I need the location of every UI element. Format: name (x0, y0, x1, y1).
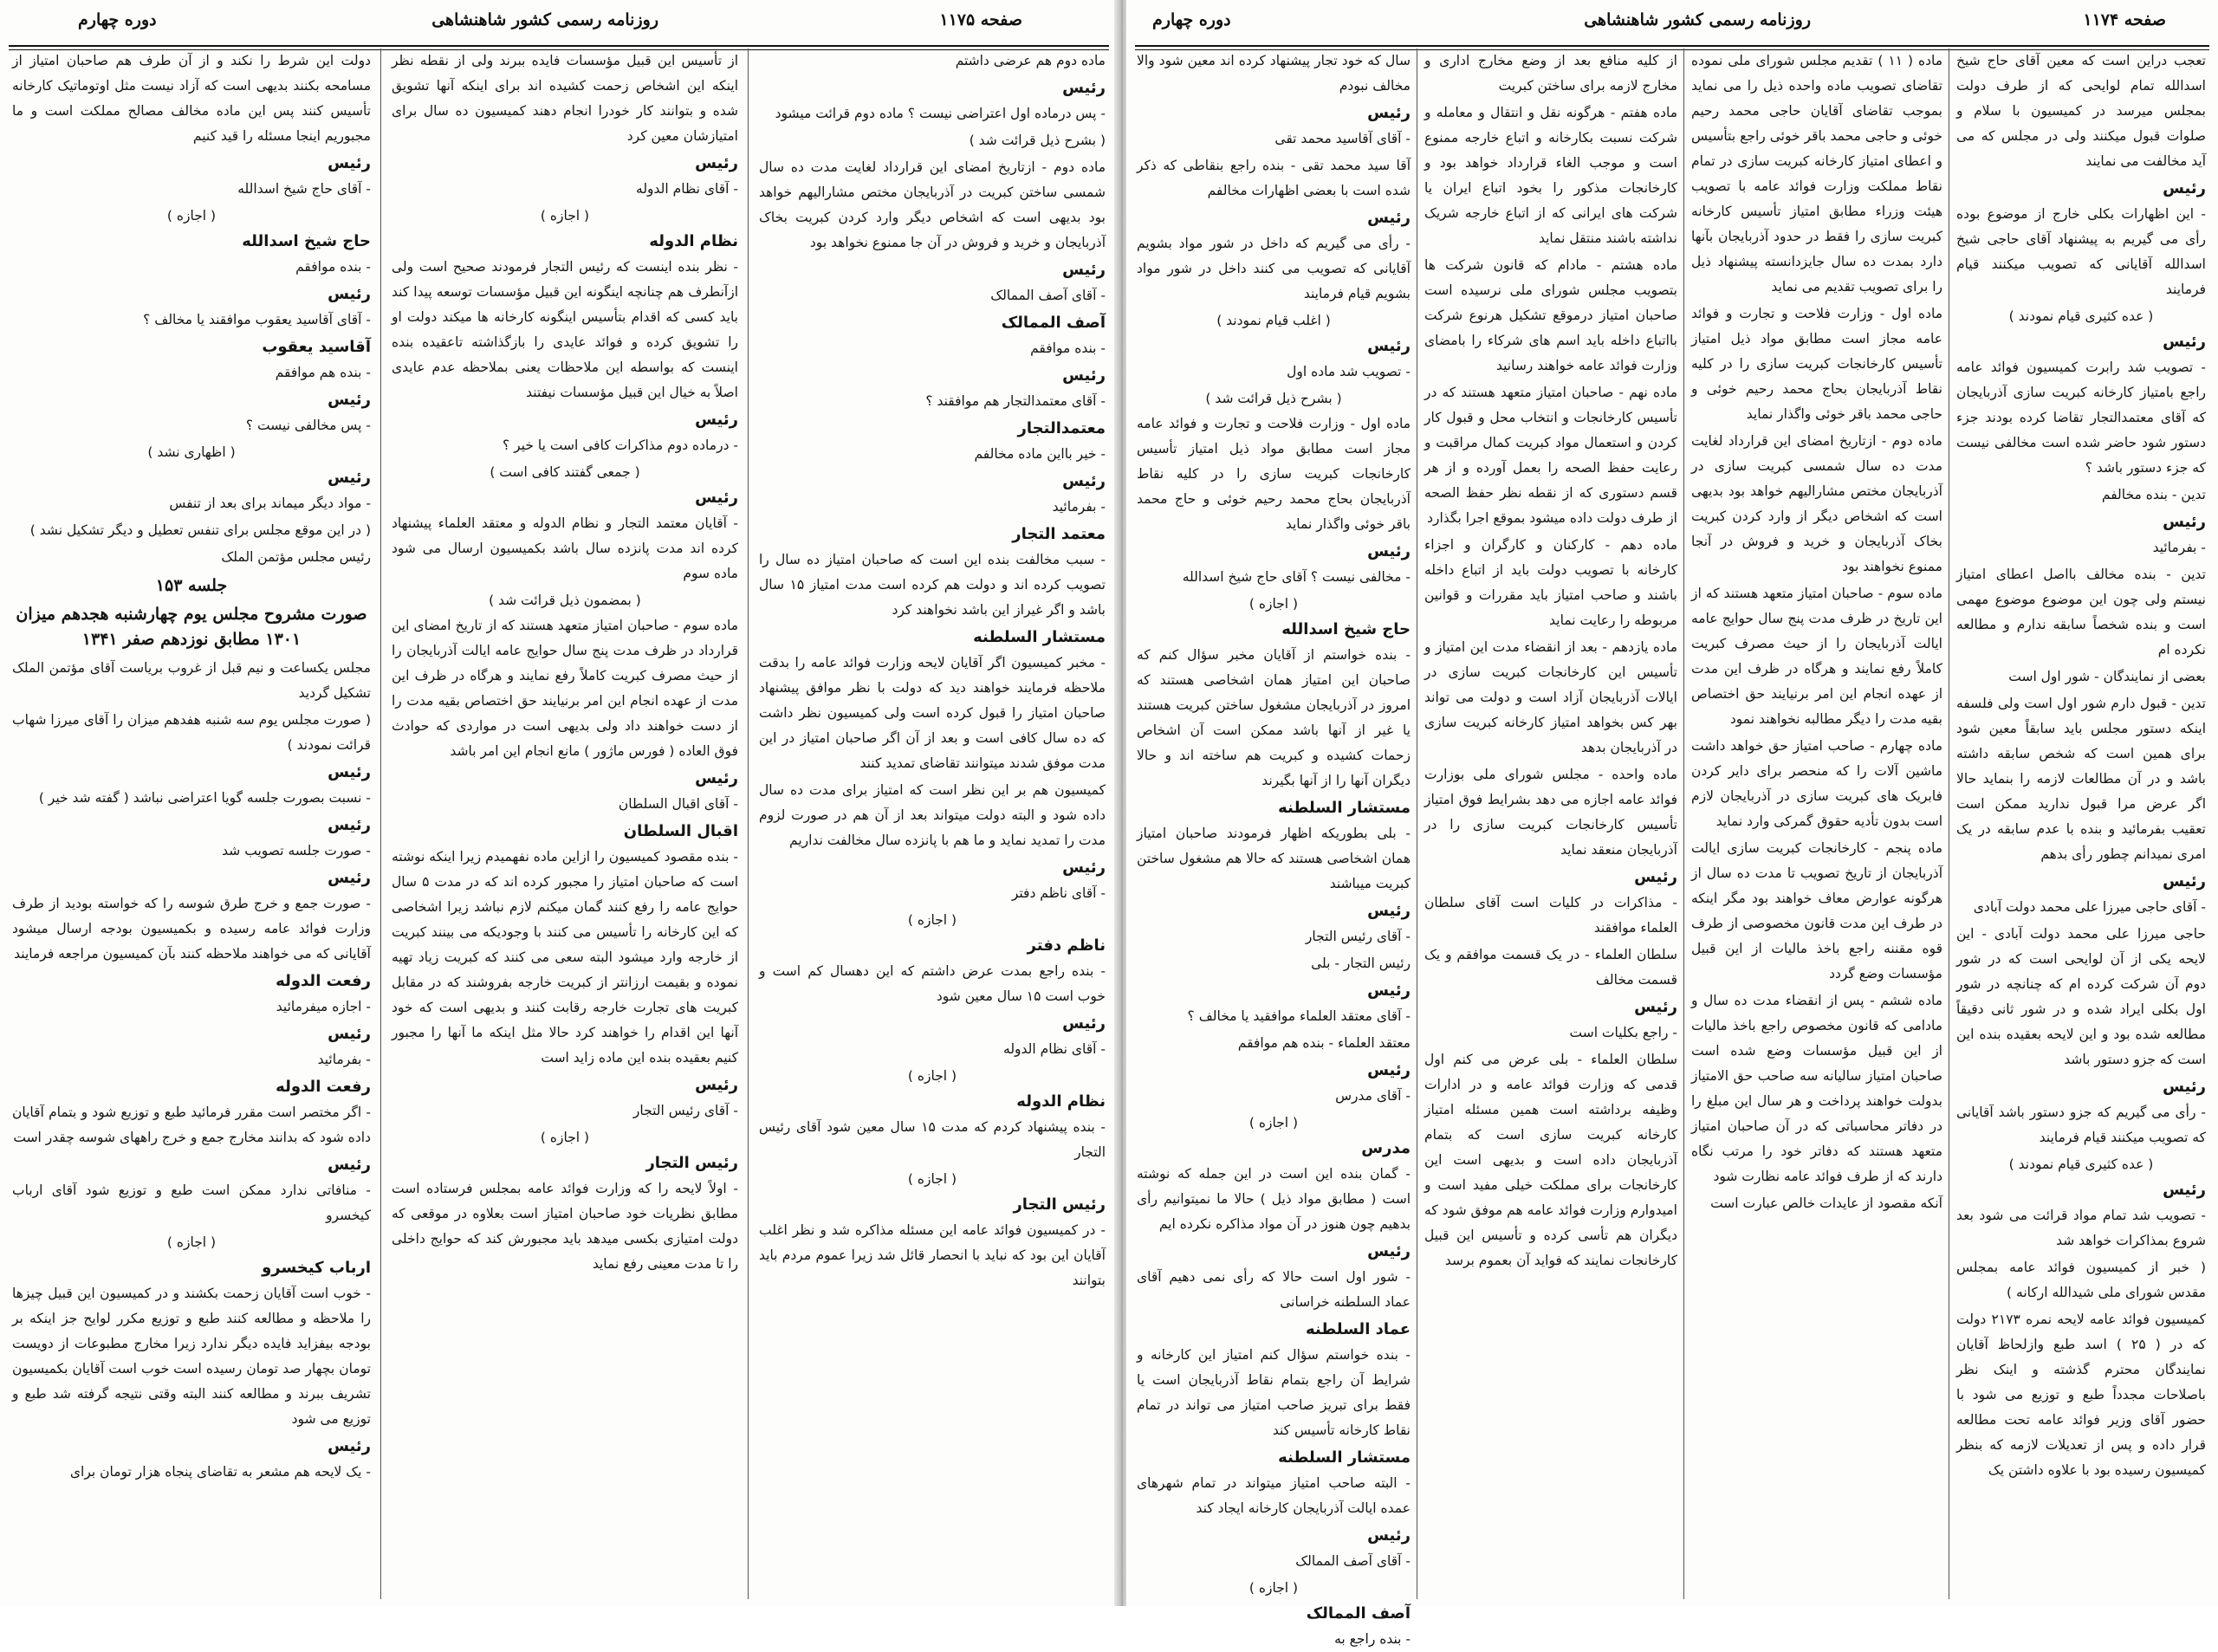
procedural-note: ( اجازه ) (907, 912, 957, 928)
masthead-title: روزنامه رسمی کشور شاهنشاهی (431, 10, 658, 29)
speaker-name: رئیس (2163, 872, 2206, 891)
paragraph: - در کمیسیون فوائد عامه این مسئله مذاکره شد و نظر اغلب آقایان این بود که نباید با انحصار قائل شد زیرا عموم مردم باید بتوانند (759, 1222, 1106, 1288)
paragraph: کمیسیون هم بر این نظر است که امتیاز برای مدت ده سال داده شود و البته دولت میتواند بعد از آن هم در صورت لزوم مدت را تمدید نماید و ما هم با پانزده سال مخالفت نداریم (759, 782, 1106, 848)
paragraph: حاجی میرزا علی محمد دولت آبادی - این لایحه یکی از آن لوایحی است که در شور دوم آن شرکت کرده ام که چنانچه در شور اول بکلی ایراد شده و در شور ثانی دقیقاً مطالعه شده بود و این لایحه بعقیده بنده این است که جزو دستور باشد (1956, 926, 2206, 1067)
paragraph: - بفرمائید (1052, 499, 1106, 515)
paragraph: رئیس مجلس مؤتمن الملک (221, 549, 371, 565)
speaker-name: رئیس (1062, 366, 1106, 385)
period-label: دوره چهارم (78, 10, 157, 29)
paragraph: - بنده خواستم از آقایان مخبر سؤال کنم که صاحبان این امتیاز همان اشخاصی هستند که امروز در آذربایجان مشغول ساختن کبریت هستند یا غیر از آنها باشد ممکن است آن اشخاص زحمات کشیده و کبریت هم ساخته اند و حالا دیگران آنها را از آنها بگیرند (1137, 647, 1411, 788)
speaker-name: رئیس (695, 411, 738, 429)
speaker-name: رئیس (1062, 472, 1106, 490)
left-page-header (0, 7, 1118, 42)
paragraph: - سبب مخالفت بنده این است که صاحبان امتیاز ده سال را تصویب کرده اند و دولت هم کرده است مدت امتیاز ۱۵ سال باشد و اگر غیراز این باشد نخواهند کرد (759, 552, 1106, 618)
masthead-title: روزنامه رسمی کشور شاهنشاهی (1584, 10, 1811, 29)
paragraph: - اولاً لایحه را که وزارت فوائد عامه بمجلس فرستاده است مطابق نظریات خود صاحبان امتیاز است بعلاوه در موقعی که دولت امتیازی بکسی میدهد باید مجبورش کند که حوایج داخلی را تا مدت معینی رفع نماید (392, 1181, 738, 1272)
speaker-name: رئیس (695, 489, 738, 507)
paragraph: - تصویب شد رابرت کمیسیون فوائد عامه راجع بامتیاز کارخانه کبریت سازی آذربایجان که آقای معتمدالتجار تقاضا کرده بودند جزء دستور شود حاضر شده است مخالفی نیست که جزء دستور باشد ؟ (1956, 360, 2206, 476)
speaker-name: ناظم دفتر (1027, 936, 1106, 955)
paragraph: - البته صاحب امتیاز میتواند در تمام شهرهای عمده ایالت آذربایجان کارخانه ایجاد کند (1137, 1475, 1411, 1516)
paragraph: - آقای نظام الدوله (1003, 1041, 1106, 1057)
speaker-name: رئیس (328, 816, 371, 834)
paragraph: - صورت جمع و خرج طرق شوسه را که خواسته بودید از طرف وزارت فوائد عامه رسیده و بکمیسیون بودجه ارسال میشود آقایانی که می خواهند ملاحظه کنند بآن کمیسیون مراجعه فرمایند (12, 896, 371, 962)
paragraph: ماده هشتم - مادام که قانون شرکت ها بتصویب مجلس شورای ملی نرسیده است صاحبان امتیاز درموقع تشکیل هرنوع شرکت بااتباع داخله باید اسم های شرکاء را بامضای وزارت فوائد عامه خواهند رسانید (1424, 257, 1677, 373)
text-column (1956, 49, 2206, 1599)
paragraph: - گمان بنده این است در این جمله که نوشته است ( مطابق مواد ذیل ) حالا ما نمیتوانیم رأی بدهیم چون هنوز در آن مواد مذاکره نکرده ایم (1137, 1166, 1411, 1232)
paragraph: - پس مخالفی نیست ؟ (245, 418, 371, 433)
speaker-name: رئیس (328, 1025, 371, 1043)
paragraph: - این اظهارات بکلی خارج از موضوع بوده رأی می گیریم به پیشنهاد آقای حاجی شیخ اسدالله آقایانی که تصویب میکنند قیام فرمایند (1956, 206, 2206, 297)
procedural-note: ( اجازه ) (1248, 1580, 1299, 1596)
paragraph: - اجازه میفرمائید (276, 999, 371, 1014)
speaker-name: اقبال السلطان (623, 822, 738, 840)
speaker-name: رئیس (1634, 998, 1677, 1016)
paragraph: - خیر بااین ماده مخالفم (974, 446, 1106, 462)
paragraph: - تصویب شد تمام مواد قرائت می شود بعد شروع بمذاکرات خواهد شد (1956, 1208, 2206, 1248)
speaker-name: نظام الدوله (1016, 1092, 1106, 1111)
speaker-name: رئیس (328, 1156, 371, 1174)
paragraph: - آقای حاجی میرزا علی محمد دولت آبادی (1973, 899, 2206, 915)
period-label: دوره چهارم (1152, 10, 1231, 29)
procedural-note: ( عده کثیری قیام نمودند ) (2008, 1156, 2154, 1172)
procedural-note: ( اجازه ) (540, 208, 590, 224)
speaker-name: مستشار السلطنه (1278, 799, 1411, 817)
procedural-note: ( اغلب قیام نمودند ) (1216, 313, 1331, 328)
paragraph: ماده سوم - صاحبان امتیاز متعهد هستند که از این تاریخ در ظرف مدت پنج سال حوایج عامه ایالت آذربایجان را از حیث مصرف کبریت کاملاً رفع نمایند و هرگاه در ظرف این مدت از عهده انجام این امر برنیایند حق اختصاص بقیه مدت را دیگر مطالبه نخواهند نمود (1691, 586, 1942, 727)
speaker-name: رئیس التجار (645, 1154, 738, 1172)
right-page-columns (1126, 49, 2218, 1647)
speaker-name: معتمدالتجار (1017, 419, 1106, 437)
paragraph: - آقای مدرس (1335, 1088, 1411, 1104)
paragraph: ( بشرح ذیل قرائت شد ) (969, 133, 1106, 148)
speaker-name: رئیس (2163, 1181, 2206, 1199)
left-page (0, 0, 1118, 1606)
paragraph: ماده دوم - ازتاریخ امضای این قرارداد لغایت مدت ده سال شمسی ساختن کبریت در آذربایجان مختص مشارالیهم خواهد بود بدیهی است که اشخاص دیگر وارد کردن کبریت بخاک آذربایجان و خرید و فروش در آن جا ممنوع نخواهد بود (759, 159, 1106, 250)
speaker-name: رئیس (1367, 902, 1411, 920)
paragraph: - خوب است آقایان زحمت بکشند و در کمیسیون این قبیل چیزها را ملاحظه و مطالعه کنند طبع و توزیع مکرر لوایح جز اینکه بر بودجه بیفزاید فایده دیگر ندارد زیرا مخارج مطبوعات از دویست تومان بچهار صد تومان رسیده است خوب است آقایان بکمیسیون تشریف ببرند و مطالعه کنند البته وقتی نتیجه گرفته شد طبع و توزیع می شود (12, 1286, 371, 1427)
speaker-name: رئیس (328, 763, 371, 781)
paragraph: ( خبر از کمیسیون فوائد عامه بمجلس مقدس شورای ملی شیدالله ارکانه ) (1956, 1260, 2206, 1300)
procedural-note: ( بمضمون ذیل قرائت شد ) (489, 593, 641, 608)
paragraph: آقا سید محمد تقی - بنده راجع بنقاطی که ذکر شده است با بعضی اظهارات مخالفم (1137, 158, 1411, 198)
paragraph: - آقای آقاسید محمد تقی (1274, 131, 1411, 146)
procedural-note: ( جمعی گفتند کافی است ) (490, 464, 640, 480)
speaker-name: رئیس (1367, 1526, 1411, 1545)
paragraph: تدین - بنده مخالفم (2101, 487, 2206, 502)
paragraph: ماده دوم هم عرضی داشتم (955, 53, 1106, 68)
procedural-note: ( اظهاری نشد ) (147, 444, 236, 460)
paragraph: رئیس التجار - بلی (1311, 956, 1411, 971)
paragraph: ماده دوم - ازتاریخ امضای این قرارداد لغایت مدت ده سال شمسی کبریت سازی در آذربایجان مختص مشارالیهم خواهد بود بدیهی است که اشخاص دیگر از وارد کردن کبریت بخاک آذربایجان و خرید و فروش در آنجا ممنوع نخواهند بود (1691, 433, 1942, 574)
speaker-name: مستشار السلطنه (1278, 1448, 1411, 1467)
speaker-name: آقاسید یعقوب (262, 338, 371, 356)
paragraph: - آقای آقاسید یعقوب موافقند یا مخالف ؟ (143, 312, 371, 327)
paragraph: - آقای ناظم دفتر (1011, 885, 1106, 901)
speaker-name: رئیس (2163, 513, 2206, 531)
paragraph: ( صورت مجلس یوم سه شنبه هفدهم میزان را آقای میرزا شهاب قرائت نمودند ) (12, 712, 371, 753)
paragraph: - بنده مقصود کمیسیون را ازاین ماده نفهمیدم زیرا اینکه نوشته است که صاحبان امتیاز را مجبور کرده اند که در مدت ۵ سال حوایج عامه را رفع کنند گمان میکنم لازم نباشد زیرا اشخاصی که این کارخانه را تأسیس می کنند با وجودیکه می بینند کبریت از خارجه وارد میشود البته سعی می کنند که کبریت زیاد تهیه نموده و بقیمت ارزانتر از کبریت خارجه بفروشند که در مقابل کبریت های تجارت خارجه رقابت کنند و بدیهی است که خود آنها این اقدام را خواهند کرد حالا مثل اینکه ما آنها را مجبور کنیم بعقیده بنده این ماده زاید است (392, 849, 739, 1066)
procedural-note: ( بشرح ذیل قرائت شد ) (1205, 391, 1342, 406)
speaker-name: رئیس التجار (1013, 1195, 1106, 1214)
paragraph: - تصویب شد ماده اول (1287, 364, 1411, 379)
session-heading: جلسه ۱۵۳ (155, 576, 228, 595)
speaker-name: معتمد التجار (1012, 525, 1106, 543)
paragraph: سلطان العلماء - بلی عرض می کنم اول قدمی که وزارت فوائد عامه و در ادارات وظیفه برداشته است همین مسئله امتیاز کارخانه کبریت سازی است که بتمام آذربایجان داده است و بدیهی است این کارخانجات برای مملکت خیلی مفید است و امیدوارم وزارت فوائد عامه هم موفق شود که دیگران هم تأسی کرده و تأسیس این قبیل کارخانجات نمایند که فواید آن بعموم برسد (1424, 1052, 1677, 1268)
session-heading: صورت مشروح مجلس یوم چهارشنبه هجدهم میزان ۱۳۰۱ مطابق نوزدهم صفر ۱۳۴۱ (16, 605, 367, 649)
speaker-name: رئیس (1367, 1061, 1411, 1079)
procedural-note: ( اجازه ) (907, 1068, 957, 1084)
paragraph: - آقای معتقد العلماء موافقید یا مخالف ؟ (1187, 1008, 1411, 1024)
page-number: صفحه ۱۱۷۴ (2083, 10, 2166, 29)
speaker-name: حاج شیخ اسدالله (1281, 620, 1411, 638)
text-column (12, 49, 371, 1599)
speaker-name: رئیس (695, 1076, 738, 1094)
speaker-name: رئیس (1367, 981, 1411, 1000)
right-page (1126, 0, 2218, 1647)
speaker-name: ارباب کیخسرو (262, 1259, 371, 1277)
paragraph: بعضی از نمایندگان - شور اول است (2008, 669, 2206, 684)
paragraph: - بنده پیشنهاد کردم که مدت ۱۵ سال معین شود آقای رئیس التجار (759, 1119, 1106, 1160)
speaker-name: آصف الممالک (1306, 1604, 1411, 1623)
speaker-name: رئیس (1062, 79, 1106, 97)
paragraph: - مخالفی نیست ؟ آقای حاج شیخ اسدالله (1182, 569, 1411, 585)
paragraph: - نظر بنده اینست که رئیس التجار فرمودند صحیح است ولی ازآنطرف هم چنانچه اینگونه این قبیل مؤسسات توسعه پیدا کند باید کسی که اقدام بتأسیس اینگونه کارخانه ها میکند دولت او را تشویق کرده و فوائد عایدی را بازگذاشته تاعقیده بنده اینست که بواسطه این ملاحظات یعنی بملاحظه عدم عایدی اصلاً به خیال این قبیل مؤسسات نیفتند (392, 259, 738, 400)
speaker-name: رئیس (1367, 542, 1411, 560)
paragraph: سال که خود تجار پیشنهاد کرده اند معین شود والا مخالف نبودم (1137, 53, 1411, 94)
speaker-name: رئیس (1062, 1014, 1106, 1033)
paragraph: - نسبت بصورت جلسه گویا اعتراضی نباشد ( گفته شد خیر ) (38, 790, 371, 806)
procedural-note: ( اجازه ) (1248, 1115, 1299, 1130)
paragraph: ( در این موقع مجلس برای تنفس تعطیل و دیگر تشکیل نشد ) (29, 522, 371, 538)
speaker-name: آصف الممالک (1001, 314, 1106, 332)
paragraph: - شور اول است حالا که رأی نمی دهیم آقای عماد السلطنه خراسانی (1137, 1269, 1411, 1310)
paragraph: معتقد العلماء - بنده هم موافقم (1237, 1035, 1411, 1051)
speaker-name: رئیس (2163, 333, 2206, 351)
paragraph: ماده پنجم - کارخانجات کبریت سازی ایالت آذربایجان از تاریخ تصویب تا مدت ده سال از هرگونه عوارض معاف خواهند بود مگر اینکه در طرف این مدت قانون مخصوصی از طرف قوه مقننه راجع باخذ مالیات از این قبیل مؤسسات وضع گردد (1691, 840, 1942, 981)
paragraph: مجلس یکساعت و نیم قبل از غروب بریاست آقای مؤتمن الملک تشکیل گردید (12, 660, 371, 701)
column-divider (380, 49, 381, 1599)
column-divider (748, 49, 749, 1599)
paragraph: ماده یازدهم - بعد از انقضاء مدت این امتیاز و تأسیس این کارخانجات کبریت سازی در ایالات آذربایجان آزاد است و دولت می تواند بهر کس بخواهد امتیاز کارخانه کبریت سازی در آذربایجان بدهد (1424, 639, 1677, 755)
speaker-name: حاج شیخ اسدالله (242, 232, 371, 250)
paragraph: ماده اول - وزارت فلاحت و تجارت و فوائد عامه مجاز است مطابق مواد ذیل امتیاز تأسیس کارخانجات کبریت سازی را در کلیه نقاط آذربایجان بحاج محمد رحیم خوئی و حاج محمد باقر خوئی واگذار نماید (1137, 416, 1411, 532)
speaker-name: رئیس (328, 285, 371, 303)
paragraph: - آقای معتمدالتجار هم موافقند ؟ (925, 393, 1106, 409)
paragraph: - منافاتی ندارد ممکن است طبع و توزیع شود آقای ارباب کیخسرو (12, 1182, 371, 1223)
paragraph: - بفرمائید (317, 1052, 371, 1067)
speaker-name: مدرس (1361, 1139, 1411, 1157)
text-column (1691, 49, 1942, 1599)
paragraph: - مواد دیگر میماند برای بعد از تنفس (169, 496, 371, 511)
paragraph: ماده سوم - صاحبان امتیاز متعهد هستند که از تاریخ امضای این قرارداد در ظرف مدت پنج سال حوایج عامه ایالت آذربایجان را از حیث مصرف کبریت کاملاً رفع نمایند و هرگاه در ظرف این مدت از عهده انجام این امر برنیایند حق اختصاص بقیه مدت را از دست خواهند داد ولی بدیهی است در مواردی که حوادث فوق العاده ( فورس ماژور ) مانع انجام این امر باشد (392, 618, 738, 759)
paragraph: ماده ( ۱۱ ) تقدیم مجلس شورای ملی نموده تقاضای تصویب ماده واحده ذیل را می نماید بموجب تقاضای آقایان حاجی محمد رحیم خوئی و حاجی محمد باقر خوئی راجع بتأسیس و اعطای امتیاز کارخانه کبریت سازی در تمام نقاط مملکت وزارت فوائد عامه با تصویب هیئت وزراء مطابق امتیاز تأسیس کارخانه کبریت سازی را فقط در حدود آذربایجان بآنها دارد بمدت ده سال جایزدانسته پیشنهاد ذیل را برای تصویب تقدیم می نماید (1691, 53, 1943, 295)
speaker-name: عماد السلطنه (1305, 1320, 1411, 1338)
paragraph: - بنده راجع به (1334, 1631, 1411, 1647)
text-column (1424, 49, 1677, 1599)
paragraph: - مذاکرات در کلیات است آقای سلطان العلماء موافقند (1424, 895, 1677, 936)
speaker-name: رئیس (328, 1437, 371, 1455)
procedural-note: ( اجازه ) (540, 1130, 590, 1145)
paragraph: - راجع بکلیات است (1569, 1025, 1677, 1040)
speaker-name: رئیس (1062, 261, 1106, 279)
paragraph: ماده دهم - کارکنان و کارگران و اجزاء کارخانه با تصویب دولت باید از اتباع داخله باشند و صاحب امتیاز باید مقررات و قوانین مربوطه را رعایت نماید (1424, 537, 1677, 628)
paragraph: کمیسیون فوائد عامه لایحه نمره ۲۱۷۳ دولت که در ( ۲۵ ) اسد طبع وازلحاظ آقایان نمایندگان محترم گذشته و اینک نظر باصلاحات مجدداً طبع و توزیع می شود با حضور آقای وزیر فوائد عامه تحت مطالعه قرار داده و پس از تعدیلات لازمه که بنظر کمیسیون رسیده بود با علاوه داشتن یک (1956, 1312, 2207, 1478)
right-page-header (1126, 7, 2218, 42)
paragraph: ماده نهم - صاحبان امتیاز متعهد هستند که در تأسیس کارخانجات و انتخاب محل و قبول کار کردن و استعمال مواد کبریت کمال مراقبت و رعایت حفظ الصحه را بعمل آورده و از هر قسم دستوری که از نقطه نظر حفظ الصحه از طرف دولت داده میشود بموقع اجرا بگذارد (1424, 385, 1677, 526)
paragraph: تعجب دراین است که معین آقای حاج شیخ اسدالله تمام لوایحی که از طرف دولت بمجلس میرسد در کمیسیون با سلام و صلوات قبول میکنند ولی در مجلس که می آید مخالفت می نمایند (1956, 53, 2206, 169)
speaker-name: رئیس (1367, 209, 1411, 227)
text-column (1137, 49, 1411, 1647)
paragraph: - اگر مختصر است مقرر فرمائید طبع و توزیع شود و بتمام آقایان داده شود که بدانند مخارج جمع و خرج راههای شوسه چقدر است (12, 1105, 371, 1145)
speaker-name: رئیس (328, 154, 371, 172)
speaker-name: رئیس (328, 469, 371, 487)
speaker-name: رئیس (695, 154, 738, 172)
speaker-name: رئیس (1367, 1242, 1411, 1260)
speaker-name: رئیس (2163, 1078, 2206, 1096)
speaker-name: رئیس (1062, 858, 1106, 877)
procedural-note: ( اجازه ) (166, 1234, 217, 1250)
paragraph: - صورت جلسه تصویب شد (222, 843, 371, 858)
paragraph: - بفرمائید (2152, 540, 2206, 555)
paragraph: ماده هفتم - هرگونه نقل و انتقال و معامله و شرکت نسبت بکارخانه و اتباع خارجه ممنوع است و موجب الغاء قرارداد خواهد بود و کارخانجات مذکور را بخود اتباع ایران یا شرکت های ایرانی که از اتباع خارجه شریک نداشته باشند منتقل نماید (1424, 105, 1677, 246)
paragraph: تدین - قبول دارم شور اول است ولی فلسفه اینکه دستور مجلس باید سابقاً معین شود برای همین است که شخص سابقه داشته باشد و در آن مطالعات لازمه را بنماید حالا اگر عرض مرا قبول ندارید ممکن است تعقیب بفرمائید و بنده با عدم سابقه در یک امری نمیدانم چطور رأی بدهم (1956, 696, 2206, 862)
paragraph: - آقای آصف الممالک (1295, 1553, 1411, 1569)
speaker-name: رئیس (695, 769, 738, 787)
speaker-name: نظام الدوله (649, 232, 738, 250)
procedural-note: ( اجازه ) (166, 208, 217, 224)
paragraph: - مخبر کمیسیون اگر آقایان لایحه وزارت فوائد عامه را بدقت ملاحظه فرمایند خواهند دید که دولت با نظر موافق پیشنهاد صاحبان امتیاز را قبول کرده است ولی کمیسیون نظر داشت که ده سال کافی است و بعد از آن اگر صاحبان امتیاز در این مدت موفق شدند میتوانند تقاضای تمدید کنند (759, 655, 1106, 771)
paragraph: - بنده خواستم سؤال کنم امتیاز این کارخانه و شرایط آن راجع بتمام نقاط آذربایجان است یا فقط برای تبریز صاحب امتیاز می تواند در تمام نقاط کارخانه تأسیس کند (1137, 1347, 1411, 1438)
paragraph: - درماده دوم مذاکرات کافی است یا خیر ؟ (502, 437, 738, 453)
paragraph: - آقای حاج شیخ اسدالله (237, 181, 371, 197)
paragraph: - بلی بطوریکه اظهار فرمودند صاحبان امتیاز همان اشخاصی هستند که حالا هم مشغول ساختن کبریت میباشند (1137, 826, 1411, 891)
paragraph: ماده چهارم - صاحب امتیاز حق خواهد داشت ماشین آلات را که منحصر برای دایر کردن فابریک های کبریت سازی در آذربایجان لازم است بدون تأدیه حقوق گمرکی وارد نماید (1691, 738, 1942, 829)
paragraph: - آقای اقبال السلطان (618, 796, 738, 812)
paragraph: تدین - بنده مخالف بااصل اعطای امتیاز نیستم ولی چون این موضوع موضوع مهمی است و بنده شخصاً سابقه ندارم و مطالعه نکرده ام (1956, 567, 2206, 658)
paragraph: - آقای آصف الممالک (990, 288, 1106, 303)
speaker-name: رئیس (1367, 104, 1411, 122)
column-divider (1683, 49, 1684, 1599)
paragraph: ماده اول - وزارت فلاحت و تجارت و فوائد عامه مجاز است مطابق مواد ذیل امتیاز تأسیس کارخانجات کبریت سازی را در کلیه نقاط آذربایجان بحاج محمد رحیم خوئی و حاجی محمد باقر خوئی واگذار نماید (1691, 306, 1942, 422)
paragraph: - پس درماده اول اعتراضی نیست ؟ ماده دوم قرائت میشود (775, 106, 1106, 121)
speaker-name: رفعت الدوله (276, 972, 371, 990)
paragraph: - آقای رئیس التجار (632, 1103, 738, 1118)
procedural-note: ( اجازه ) (907, 1171, 957, 1187)
speaker-name: رئیس (1634, 868, 1677, 886)
paragraph: از کلیه منافع بعد از وضع مخارج اداری و مخارج لازمه برای ساختن کبریت (1424, 53, 1677, 94)
paragraph: - بنده موافقم (295, 259, 371, 275)
page-number: صفحه ۱۱۷۵ (939, 10, 1022, 29)
speaker-name: رئیس (328, 391, 371, 409)
paragraph: - آقای رئیس التجار (1305, 929, 1411, 944)
speaker-name: رئیس (328, 869, 371, 887)
paragraph: - یک لایحه هم مشعر به تقاضای پنجاه هزار تومان برای (69, 1464, 371, 1480)
paragraph: دولت این شرط را نکند و از آن طرف هم صاحبان امتیاز از مسامحه بکنند بدیهی است که آزاد نیست مثل اوتوماتیک کارخانه تأسیس کنند پس این ماده مخالف مصالح مملکت است و ما مجبوریم اینجا مسئله را قید کنیم (12, 53, 371, 144)
paragraph: آنکه مقصود از عایدات خالص عبارت است (1710, 1195, 1942, 1211)
text-column (392, 49, 738, 1599)
paragraph: - بنده هم موافقم (275, 365, 371, 380)
left-page-columns (0, 49, 1118, 1599)
paragraph: سلطان العلماء - در یک قسمت موافقم و یک قسمت مخالف (1424, 947, 1677, 988)
paragraph: - رأی می گیریم که جزو دستور باشد آقایانی که تصویب میکنند قیام فرمایند (1956, 1105, 2206, 1145)
paragraph: - آقای نظام الدوله (636, 181, 738, 197)
paragraph: ماده واحده - مجلس شورای ملی بوزارت فوائد عامه اجازه می دهد بشرایط فوق امتیاز تأسیس کارخانجات کبریت سازی را در آذربایجان منعقد نماید (1424, 767, 1677, 858)
speaker-name: رئیس (1367, 337, 1411, 355)
paragraph: - بنده راجع بمدت عرض داشتم که این دهسال کم است و خوب است ۱۵ سال معین شود (759, 963, 1106, 1004)
procedural-note: ( عده کثیری قیام نمودند ) (2008, 308, 2154, 324)
procedural-note: ( اجازه ) (1248, 596, 1299, 612)
paragraph: - بنده موافقم (1030, 340, 1106, 356)
speaker-name: مستشار السلطنه (973, 628, 1106, 646)
text-column (759, 49, 1106, 1599)
speaker-name: رئیس (2163, 179, 2206, 198)
paragraph: - آقایان معتمد التجار و نظام الدوله و معتقد العلماء پیشنهاد کرده اند مدت پانزده سال باشد بکمیسیون ارسال می شود ماده سوم (392, 515, 738, 581)
speaker-name: رفعت الدوله (276, 1078, 371, 1096)
paragraph: از تأسیس این قبیل مؤسسات فایده ببرند ولی از نقطه نظر اینکه این اشخاص زحمت کشیده اند برای اینکه آنها تشویق شده و بتوانند کار خودرا انجام دهند کمیسیون ده سال برای امتیازشان معین کرد (392, 53, 738, 144)
paragraph: - رأی می گیریم که داخل در شور مواد بشویم آقایانی که تصویب می کنند داخل در شور مواد بشویم قیام فرمایند (1137, 236, 1411, 301)
paragraph: ماده ششم - پس از انقضاء مدت ده سال و مادامی که قانون مخصوص راجع باخذ مالیات از این قبیل مؤسسات وضع شده است صاحبان امتیاز سالیانه سه صاحب حق الامتیاز بدولت خواهند پرداخت و هر سال این مبلغ را در دفاتر محاسباتی که در آن صاحبان امتیاز متعهد هستند که دفاتر خود را مرتب نگاه دارند که از طرف فوائد عامه نظارت شود (1691, 993, 1942, 1184)
